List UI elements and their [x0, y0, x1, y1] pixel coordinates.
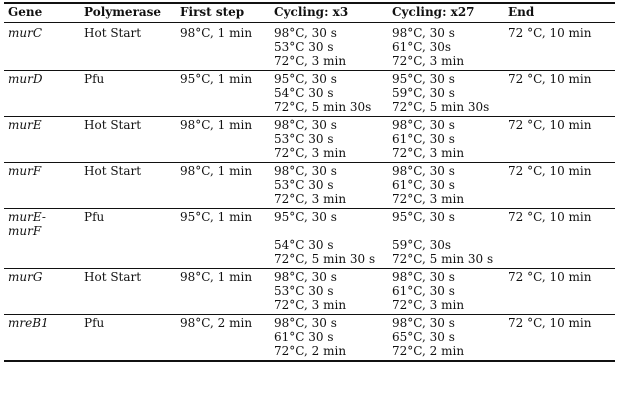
- cycling-x27-step: 72°C, 5 min 30s: [392, 100, 490, 114]
- cycling-x27-step: 98°C, 30 s: [392, 118, 455, 132]
- first-step-cell: 95°C, 1 min: [180, 210, 253, 224]
- cycling-x27-step: 61°C, 30 s: [392, 132, 455, 146]
- cycling-x3-step: 95°C, 30 s: [274, 210, 337, 224]
- cycling-x27-step: 72°C, 5 min 30 s: [392, 252, 494, 266]
- first-step-cell: 98°C, 1 min: [180, 26, 253, 40]
- header-rule: [4, 22, 615, 23]
- end-step-cell: 72 °C, 10 min: [508, 164, 592, 178]
- cycling-x27-step: 98°C, 30 s: [392, 26, 455, 40]
- cycling-x3-step: 72°C, 3 min: [274, 298, 347, 312]
- end-step-cell: 72 °C, 10 min: [508, 270, 592, 284]
- column-header: First step: [180, 5, 245, 19]
- cycling-x27-step: 98°C, 30 s: [392, 164, 455, 178]
- polymerase-cell: Pfu: [84, 210, 105, 224]
- polymerase-cell: Pfu: [84, 72, 105, 86]
- cycling-x3-step: 61°C 30 s: [274, 330, 334, 344]
- cycling-x27-step: 72°C, 3 min: [392, 298, 465, 312]
- cycling-x27-step: 59°C, 30 s: [392, 86, 455, 100]
- gene-name: mreB1: [8, 316, 49, 330]
- cycling-x27-step: 61°C, 30 s: [392, 284, 455, 298]
- first-step-cell: 95°C, 1 min: [180, 72, 253, 86]
- cycling-x3-step: 98°C, 30 s: [274, 26, 337, 40]
- cycling-x3-step: 72°C, 3 min: [274, 192, 347, 206]
- gene-name: murE-: [8, 210, 46, 224]
- bottom-rule: [4, 360, 615, 362]
- cycling-x3-step: 72°C, 3 min: [274, 146, 347, 160]
- cycling-x3-step: 54°C 30 s: [274, 238, 334, 252]
- end-step-cell: 72 °C, 10 min: [508, 26, 592, 40]
- gene-name: murF: [8, 164, 42, 178]
- cycling-x3-step: 98°C, 30 s: [274, 316, 337, 330]
- cycling-x27-step: 59°C, 30s: [392, 238, 452, 252]
- cycling-x3-step: 53°C 30 s: [274, 284, 334, 298]
- cycling-x3-step: 98°C, 30 s: [274, 270, 337, 284]
- column-header: Cycling: x3: [274, 5, 349, 19]
- cycling-x3-step: 53°C 30 s: [274, 132, 334, 146]
- cycling-x3-step: 54°C 30 s: [274, 86, 334, 100]
- row-rule: [4, 208, 615, 209]
- cycling-x3-step: 95°C, 30 s: [274, 72, 337, 86]
- polymerase-cell: Pfu: [84, 316, 105, 330]
- row-rule: [4, 70, 615, 71]
- first-step-cell: 98°C, 2 min: [180, 316, 253, 330]
- cycling-x27-step: 72°C, 3 min: [392, 192, 465, 206]
- cycling-x27-step: 61°C, 30s: [392, 40, 452, 54]
- polymerase-cell: Hot Start: [84, 270, 142, 284]
- cycling-x27-step: 98°C, 30 s: [392, 270, 455, 284]
- column-header: Gene: [8, 5, 43, 19]
- row-rule: [4, 268, 615, 269]
- gene-name: murD: [8, 72, 43, 86]
- cycling-x3-step: 72°C, 5 min 30 s: [274, 252, 376, 266]
- polymerase-cell: Hot Start: [84, 26, 142, 40]
- cycling-x27-step: 65°C, 30 s: [392, 330, 455, 344]
- cycling-x27-step: 72°C, 3 min: [392, 146, 465, 160]
- end-step-cell: 72 °C, 10 min: [508, 316, 592, 330]
- gene-name: murE: [8, 118, 42, 132]
- cycling-x3-step: 72°C, 2 min: [274, 344, 347, 358]
- end-step-cell: 72 °C, 10 min: [508, 72, 592, 86]
- column-header: Cycling: x27: [392, 5, 475, 19]
- first-step-cell: 98°C, 1 min: [180, 118, 253, 132]
- column-header: Polymerase: [84, 5, 162, 19]
- cycling-x3-step: 98°C, 30 s: [274, 118, 337, 132]
- cycling-x3-step: 53°C 30 s: [274, 40, 334, 54]
- gene-name: murG: [8, 270, 43, 284]
- cycling-x3-step: 53°C 30 s: [274, 178, 334, 192]
- cycling-x27-step: 61°C, 30 s: [392, 178, 455, 192]
- cycling-x27-step: 72°C, 2 min: [392, 344, 465, 358]
- row-rule: [4, 162, 615, 163]
- polymerase-cell: Hot Start: [84, 164, 142, 178]
- row-rule: [4, 314, 615, 315]
- top-rule: [4, 2, 615, 4]
- first-step-cell: 98°C, 1 min: [180, 270, 253, 284]
- gene-name: murC: [8, 26, 43, 40]
- column-header: End: [508, 5, 535, 19]
- first-step-cell: 98°C, 1 min: [180, 164, 253, 178]
- gene-name: murF: [8, 224, 42, 238]
- polymerase-cell: Hot Start: [84, 118, 142, 132]
- row-rule: [4, 116, 615, 117]
- end-step-cell: 72 °C, 10 min: [508, 210, 592, 224]
- cycling-x27-step: 95°C, 30 s: [392, 210, 455, 224]
- cycling-x3-step: 72°C, 5 min 30s: [274, 100, 372, 114]
- cycling-x27-step: 95°C, 30 s: [392, 72, 455, 86]
- cycling-x3-step: 98°C, 30 s: [274, 164, 337, 178]
- cycling-x27-step: 72°C, 3 min: [392, 54, 465, 68]
- end-step-cell: 72 °C, 10 min: [508, 118, 592, 132]
- cycling-x3-step: 72°C, 3 min: [274, 54, 347, 68]
- cycling-x27-step: 98°C, 30 s: [392, 316, 455, 330]
